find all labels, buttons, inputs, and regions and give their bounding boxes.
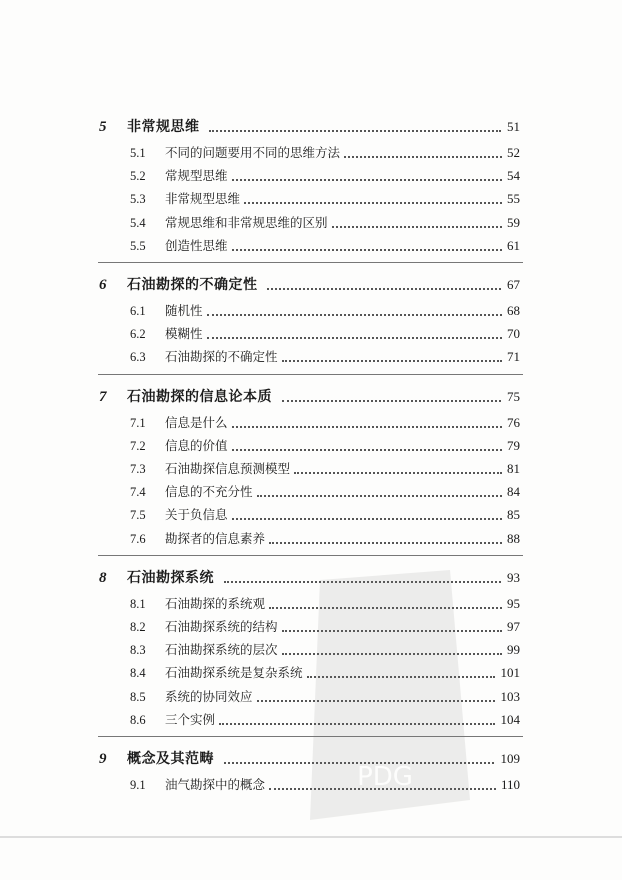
chapter-title: 石油勘探的不确定性 xyxy=(127,277,258,293)
toc-section-row[interactable] xyxy=(0,346,622,368)
section-title: 系统的协同效应 xyxy=(165,688,253,704)
section-number: 5.5 xyxy=(130,238,146,253)
toc-section-row[interactable] xyxy=(0,142,622,164)
section-number: 5.4 xyxy=(130,215,146,230)
section-page-number: 88 xyxy=(507,530,520,546)
chapter-number: 6 xyxy=(99,277,107,293)
section-title: 石油勘探的不确定性 xyxy=(165,349,278,365)
chapter-number: 8 xyxy=(99,569,107,586)
section-page-number: 84 xyxy=(507,484,520,500)
dot-leader xyxy=(267,287,501,290)
section-title: 模糊性 xyxy=(165,326,203,342)
section-number: 8.5 xyxy=(130,689,146,704)
toc-section-row[interactable] xyxy=(0,481,622,503)
watermark-label: PDG xyxy=(357,762,413,792)
dot-leader xyxy=(232,178,502,181)
section-page-number: 59 xyxy=(507,214,520,230)
dot-leader xyxy=(344,155,502,158)
chapter-page-number: 109 xyxy=(500,751,520,766)
toc-section-row[interactable] xyxy=(0,300,622,322)
section-number: 7.3 xyxy=(130,462,146,476)
toc-section-row[interactable] xyxy=(0,235,622,257)
section-title: 勘探者的信息素养 xyxy=(165,530,266,546)
chapter-number: 9 xyxy=(99,751,107,767)
section-number: 5.1 xyxy=(130,146,146,160)
section-page-number: 55 xyxy=(507,191,520,207)
section-title: 信息的不充分性 xyxy=(165,484,253,500)
toc-chapter-row[interactable] xyxy=(0,274,622,296)
chapter-divider xyxy=(98,374,523,375)
section-number: 8.1 xyxy=(130,596,146,611)
section-page-number: 110 xyxy=(500,777,520,792)
section-number: 8.6 xyxy=(130,712,146,727)
section-page-number: 95 xyxy=(507,595,520,611)
dot-leader xyxy=(232,517,502,520)
section-number: 8.3 xyxy=(130,643,146,658)
section-page-number: 61 xyxy=(507,237,520,253)
section-title: 关于负信息 xyxy=(165,507,228,523)
section-number: 8.2 xyxy=(130,620,146,634)
dot-leader xyxy=(209,129,501,132)
section-number: 6.1 xyxy=(130,304,146,318)
section-number: 7.2 xyxy=(130,438,146,453)
toc-section-row[interactable] xyxy=(0,528,622,550)
section-number: 7.6 xyxy=(130,531,146,546)
dot-leader xyxy=(332,225,502,228)
section-page-number: 52 xyxy=(507,145,520,160)
chapter-number: 7 xyxy=(99,388,107,405)
toc-section-row[interactable] xyxy=(0,212,622,234)
section-title: 石油勘探系统的层次 xyxy=(165,642,278,658)
section-title: 非常规型思维 xyxy=(165,191,241,207)
section-number: 8.4 xyxy=(130,666,146,681)
section-title: 石油勘探系统是复杂系统 xyxy=(165,665,303,681)
dot-leader xyxy=(257,494,502,497)
section-title: 创造性思维 xyxy=(165,237,228,253)
chapter-title: 概念及其范畴 xyxy=(127,751,214,767)
dot-leader xyxy=(207,313,502,316)
section-title: 石油勘探系统的结构 xyxy=(165,619,278,634)
chapter-divider xyxy=(98,555,523,556)
section-page-number: 85 xyxy=(507,507,520,523)
section-title: 三个实例 xyxy=(165,711,216,727)
dot-leader xyxy=(282,399,501,402)
dot-leader xyxy=(207,336,502,339)
section-page-number: 54 xyxy=(507,168,520,184)
section-page-number: 79 xyxy=(507,437,520,453)
section-number: 6.2 xyxy=(130,327,146,342)
section-title: 信息是什么 xyxy=(165,414,228,430)
section-page-number: 104 xyxy=(500,711,520,727)
dot-leader xyxy=(269,541,502,544)
section-title: 常规型思维 xyxy=(165,168,228,184)
chapter-title: 石油勘探的信息论本质 xyxy=(127,388,272,405)
section-title: 石油勘探的系统观 xyxy=(165,595,266,611)
dot-leader xyxy=(232,425,502,428)
toc-section-row[interactable] xyxy=(0,412,622,434)
chapter-title: 石油勘探系统 xyxy=(127,569,214,586)
section-title: 油气勘探中的概念 xyxy=(165,777,266,792)
section-number: 7.5 xyxy=(130,508,146,523)
toc-section-row[interactable] xyxy=(0,458,622,480)
section-number: 5.2 xyxy=(130,169,146,184)
toc-section-row[interactable] xyxy=(0,188,622,210)
toc-section-row[interactable] xyxy=(0,435,622,457)
section-page-number: 81 xyxy=(507,461,520,476)
section-page-number: 97 xyxy=(507,619,520,634)
section-title: 常规思维和非常规思维的区别 xyxy=(165,214,328,230)
section-number: 7.1 xyxy=(130,415,146,430)
section-number: 9.1 xyxy=(130,778,146,792)
dot-leader xyxy=(232,448,502,451)
section-page-number: 68 xyxy=(507,303,520,318)
dot-leader xyxy=(294,471,502,474)
section-page-number: 71 xyxy=(507,349,520,365)
section-title: 信息的价值 xyxy=(165,437,228,453)
dot-leader xyxy=(282,359,502,362)
section-title: 不同的问题要用不同的思维方法 xyxy=(165,145,341,160)
section-title: 石油勘探信息预测模型 xyxy=(165,461,291,476)
toc-chapter-row[interactable] xyxy=(0,386,622,408)
chapter-page-number: 93 xyxy=(507,569,520,585)
toc-section-row[interactable] xyxy=(0,323,622,345)
toc-section-row[interactable] xyxy=(0,504,622,526)
section-number: 6.3 xyxy=(130,350,146,365)
section-number: 5.3 xyxy=(130,192,146,207)
section-title: 随机性 xyxy=(165,303,203,318)
section-page-number: 101 xyxy=(500,665,520,681)
section-number: 7.4 xyxy=(130,485,146,500)
chapter-title: 非常规思维 xyxy=(127,119,200,135)
chapter-divider xyxy=(98,262,523,263)
pdg-watermark-icon xyxy=(300,570,470,820)
page-bottom-edge xyxy=(0,836,622,838)
chapter-page-number: 51 xyxy=(507,119,520,134)
section-page-number: 76 xyxy=(507,414,520,430)
section-page-number: 99 xyxy=(507,642,520,658)
dot-leader xyxy=(244,201,502,204)
chapter-page-number: 67 xyxy=(507,277,520,292)
chapter-number: 5 xyxy=(99,119,107,135)
chapter-page-number: 75 xyxy=(507,388,520,404)
section-page-number: 70 xyxy=(507,326,520,342)
dot-leader xyxy=(232,248,502,251)
toc-section-row[interactable] xyxy=(0,165,622,187)
toc-chapter-row[interactable] xyxy=(0,116,622,138)
section-page-number: 103 xyxy=(500,688,520,704)
